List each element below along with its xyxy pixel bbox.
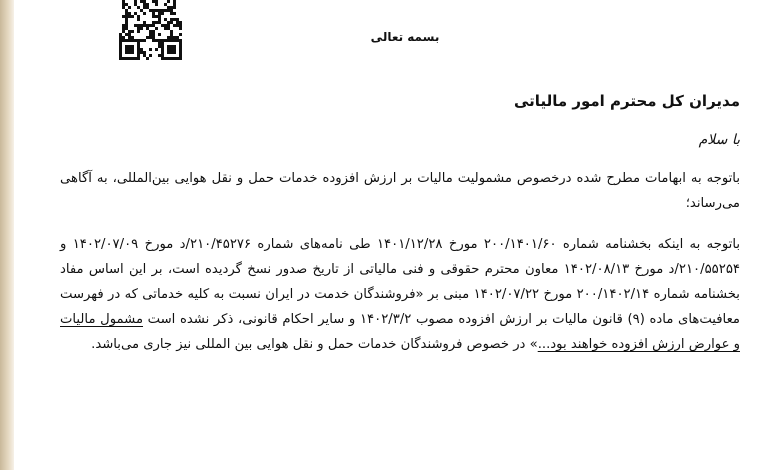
page-edge-shadow <box>0 0 14 470</box>
paragraph-main-ending: » در خصوص فروشندگان خدمات حمل و نقل هوایی بین المللی نیز جاری می‌باشد. <box>91 337 538 352</box>
paragraph-main-underlined: مشمول مالیات و عوارض ارزش افزوده خواهند بود... <box>60 312 740 352</box>
paragraph-main <box>60 232 740 357</box>
letter-body <box>60 0 740 470</box>
greeting: با سلام <box>698 132 740 148</box>
bismillah-heading: بسمه تعالی <box>370 30 440 44</box>
paragraph-intro: باتوجه به ابهامات مطرح شده درخصوص مشمولیت مالیات بر ارزش افزوده خدمات حمل و نقل هوایی بین‌المللی، به آگاهی می‌رساند؛ <box>60 171 740 211</box>
paragraph-main-text: باتوجه به اینکه بخشنامه شماره ۲۰۰/۱۴۰۱/۶۰ مورخ ۱۴۰۱/۱۲/۲۸ طی نامه‌های شماره ۲۱۰/۴۵۲۷۶/د مورخ ۱۴۰۲/۰۷/۰۹ و ۲۱۰/۵۵۲۵۴/د مورخ ۱۴۰۲/۰۸/۱۳ معاون محترم حقوقی و فنی مالیاتی از تاریخ صدور نسخ گردیده است، بر این اساس مفاد بخشنامه شماره ۲۰۰/۱۴۰۲/۱۴ مورخ ۱۴۰۲/۰۷/۲۲ مبنی بر «فروشندگان خدمت در ایران نسبت به کلیه خدماتی که در فهرست معافیت‌های ماده (۹) قانون مالیات بر ارزش افزوده مصوب ۱۴۰۲/۳/۲ و سایر احکام قانونی، ذکر نشده است <box>60 237 741 327</box>
recipient-line: مدیران کل محترم امور مالیاتی <box>514 92 740 110</box>
